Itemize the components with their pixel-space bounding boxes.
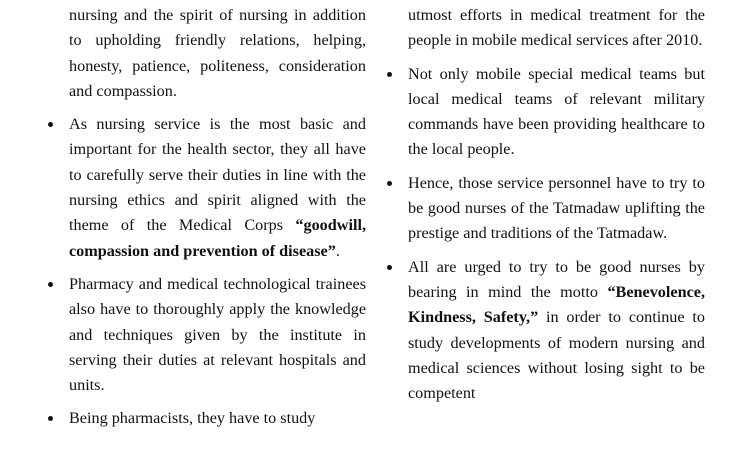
left-bullet-pharmacists (44, 406, 366, 431)
bullet-text-end: . (335, 241, 340, 260)
left-continuation-paragraph: nursing and the spirit of nursing in addition to upholding friendly relations, helping, honesty, patience, politeness, consideration and compassion. (69, 6, 366, 100)
right-column (383, 3, 705, 414)
bullet-text: Being pharmacists, they have to study (69, 409, 316, 428)
bullet-text: All are urged to try to be good nurses by bearing in mind the motto (408, 257, 705, 301)
bullet-dot (387, 181, 392, 186)
bold-theme-text: “goodwill, compassion and prevention of disease” (69, 216, 366, 260)
bullet-text: Pharmacy and medical technological trainees also have to thoroughly apply the knowledge and techniques given by the institute in serving their duties at relevant hospitals and units. (69, 274, 366, 395)
left-column (44, 3, 366, 440)
bullet-dot (48, 282, 53, 287)
right-bullet-good-nurses (383, 171, 705, 247)
right-continuation-paragraph: utmost efforts in medical treatment for the people in mobile medical services after 2010. (408, 6, 705, 50)
right-bullet-medical-teams (383, 62, 705, 163)
left-bullet-nursing-service (44, 112, 366, 264)
left-bullet-pharmacy-trainees (44, 272, 366, 398)
bullet-text: Not only mobile special medical teams but local medical teams of relevant military commands have been providing healthcare to the local people. (408, 64, 705, 159)
bullet-dot (387, 72, 392, 77)
bullet-dot (387, 265, 392, 270)
bullet-text-end: in order to continue to study developments of modern nursing and medical sciences without losing sight to be competent (408, 308, 705, 403)
right-bullet-motto (383, 255, 705, 407)
bold-motto-text: “Benevolence, Kindness, Safety,” (408, 282, 705, 327)
bullet-dot (48, 416, 53, 421)
bullet-text: Hence, those service personnel have to try to be good nurses of the Tatmadaw uplifting the prestige and traditions of the Tatmadaw. (408, 173, 705, 243)
bullet-text: As nursing service is the most basic and important for the health sector, they all have to carefully serve their duties in line with the nursing ethics and spirit aligned with the theme of the Medical Corps (69, 115, 366, 235)
bullet-dot (48, 122, 53, 127)
